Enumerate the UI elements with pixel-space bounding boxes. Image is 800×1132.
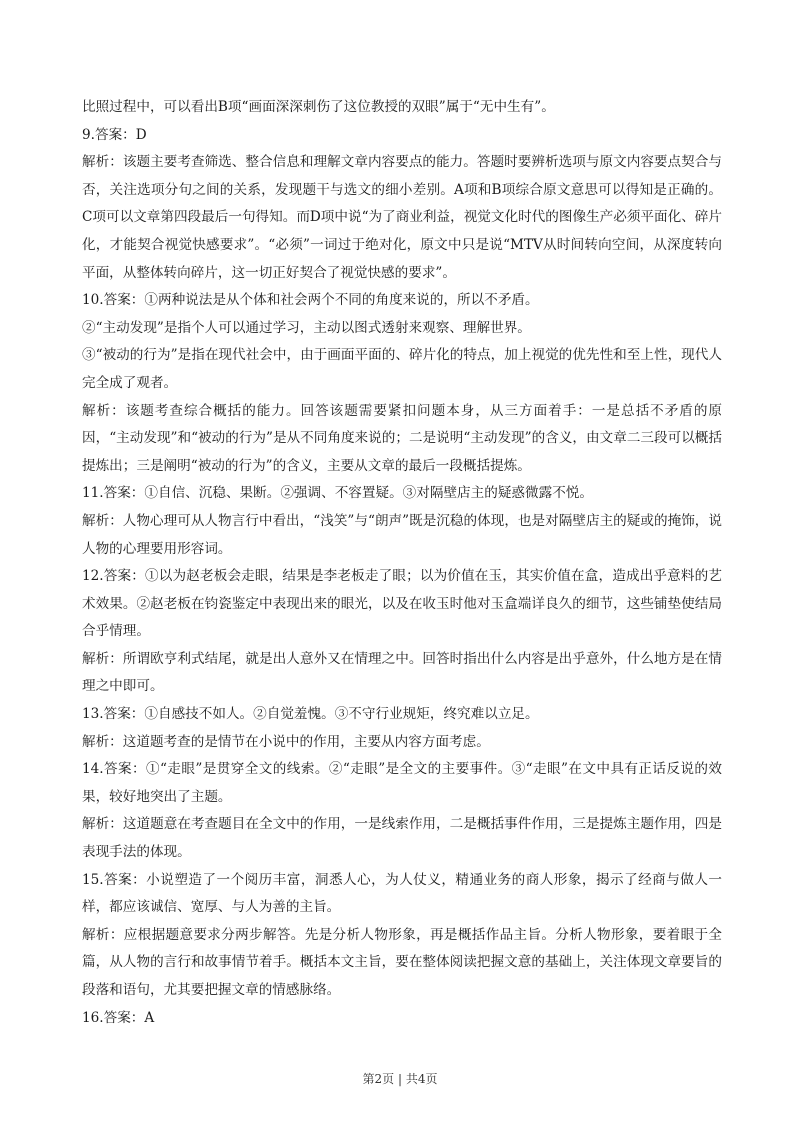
analysis-13: 解析：这道题考查的是情节在小说中的作用，主要从内容方面考虑。 (82, 733, 490, 750)
answer-10: 10.答案：①两种说法是从个体和社会两个不同的角度来说的，所以不矛盾。 (82, 292, 539, 309)
answer-10-point-2: ②“主动发现”是指个人可以通过学习，主动以图式透射来观察、理解世界。 (82, 319, 531, 336)
answer-10-point-3: ③“被动的行为”是指在现代社会中，由于画面平面的、碎片化的特点，加上视觉的优先性和至上性，现代人完全成了观者。 (82, 347, 722, 391)
analysis-12: 解析：所谓欧亨利式结尾，就是出人意外又在情理之中。回答时指出什么内容是出乎意外，什么地方是在情理之中即可。 (82, 650, 722, 695)
answer-12: 12.答案：①以为赵老板会走眼，结果是李老板走了眼；以为价值在玉，其实价值在盒，造成出乎意料的艺术效果。②赵老板在钧瓷鉴定中表现出来的眼光，以及在收玉时他对玉盒端详良久的细节，这些铺垫使结局合乎情理。 (82, 568, 722, 640)
paragraph-continuation: 比照过程中，可以看出B项“画面深深刺伤了这位教授的双眼”属于“无中生有”。 (82, 99, 555, 115)
answer-15: 15.答案：小说塑造了一个阅历丰富，洞悉人心，为人仗义，精通业务的商人形象，揭示了经商与做人一样，都应该诚信、宽厚、与人为善的主旨。 (82, 871, 722, 916)
analysis-11: 解析：人物心理可从人物言行中看出，“浅笑”与“朗声”既是沉稳的体现，也是对隔壁店主的疑或的掩饰，说人物的心理要用形容词。 (82, 512, 722, 557)
analysis-14: 解析：这道题意在考查题目在全文中的作用，一是线索作用，二是概括事件作用，三是提炼主题作用，四是表现手法的体现。 (82, 816, 722, 861)
answer-14: 14.答案：①“走眼”是贯穿全文的线索。②“走眼”是全文的主要事件。③“走眼”在文中具有正话反说的效果，较好地突出了主题。 (82, 761, 722, 805)
answer-16: 16.答案：A (82, 1009, 155, 1026)
analysis-15: 解析：应根据题意要求分两步解答。先是分析人物形象，再是概括作品主旨。分析人物形象，要着眼于全篇，从人物的言行和故事情节着手。概括本文主旨，要在整体阅读把握文意的基础上，关注体现文章要旨的段落和语句，尤其要把握文章的情感脉络。 (82, 926, 722, 998)
analysis-10: 解析：该题考查综合概括的能力。回答该题需要紧扣问题本身，从三方面着手：一是总括不矛盾的原因，“主动发现”和“被动的行为”是从不同角度来说的；二是说明“主动发现”的含义，由文章二三段可以概括提炼出；三是阐明“被动的行为”的含义，主要从文章的最后一段概括提炼。 (82, 402, 722, 474)
page-footer: 第2页 | 共4页 (362, 1072, 438, 1086)
answer-9: 9.答案：D (82, 126, 147, 143)
answer-11: 11.答案：①自信、沉稳、果断。②强调、不容置疑。③对隔壁店主的疑惑微露不悦。 (82, 485, 593, 502)
answer-13: 13.答案：①自感技不如人。②自觉羞愧。③不守行业规矩，终究难以立足。 (82, 706, 539, 723)
answer-content (82, 94, 722, 1032)
analysis-9: 解析：该题主要考查筛选、整合信息和理解文章内容要点的能力。答题时要辨析选项与原文内容要点契合与否，关注选项分句之间的关系，发现题干与选文的细小差别。A项和B项综合原文意思可以得知是正确的。C项可以文章第四段最后一句得知。而D项中说“为了商业利益，视觉文化时代的图像生产必须平面化、碎片化，才能契合视觉快感要求”。“必须”一词过于绝对化，原文中只是说“MTV从时间转向空间，从深度转向平面，从整体转向碎片，这一切正好契合了视觉快感的要求”。 (82, 154, 722, 281)
